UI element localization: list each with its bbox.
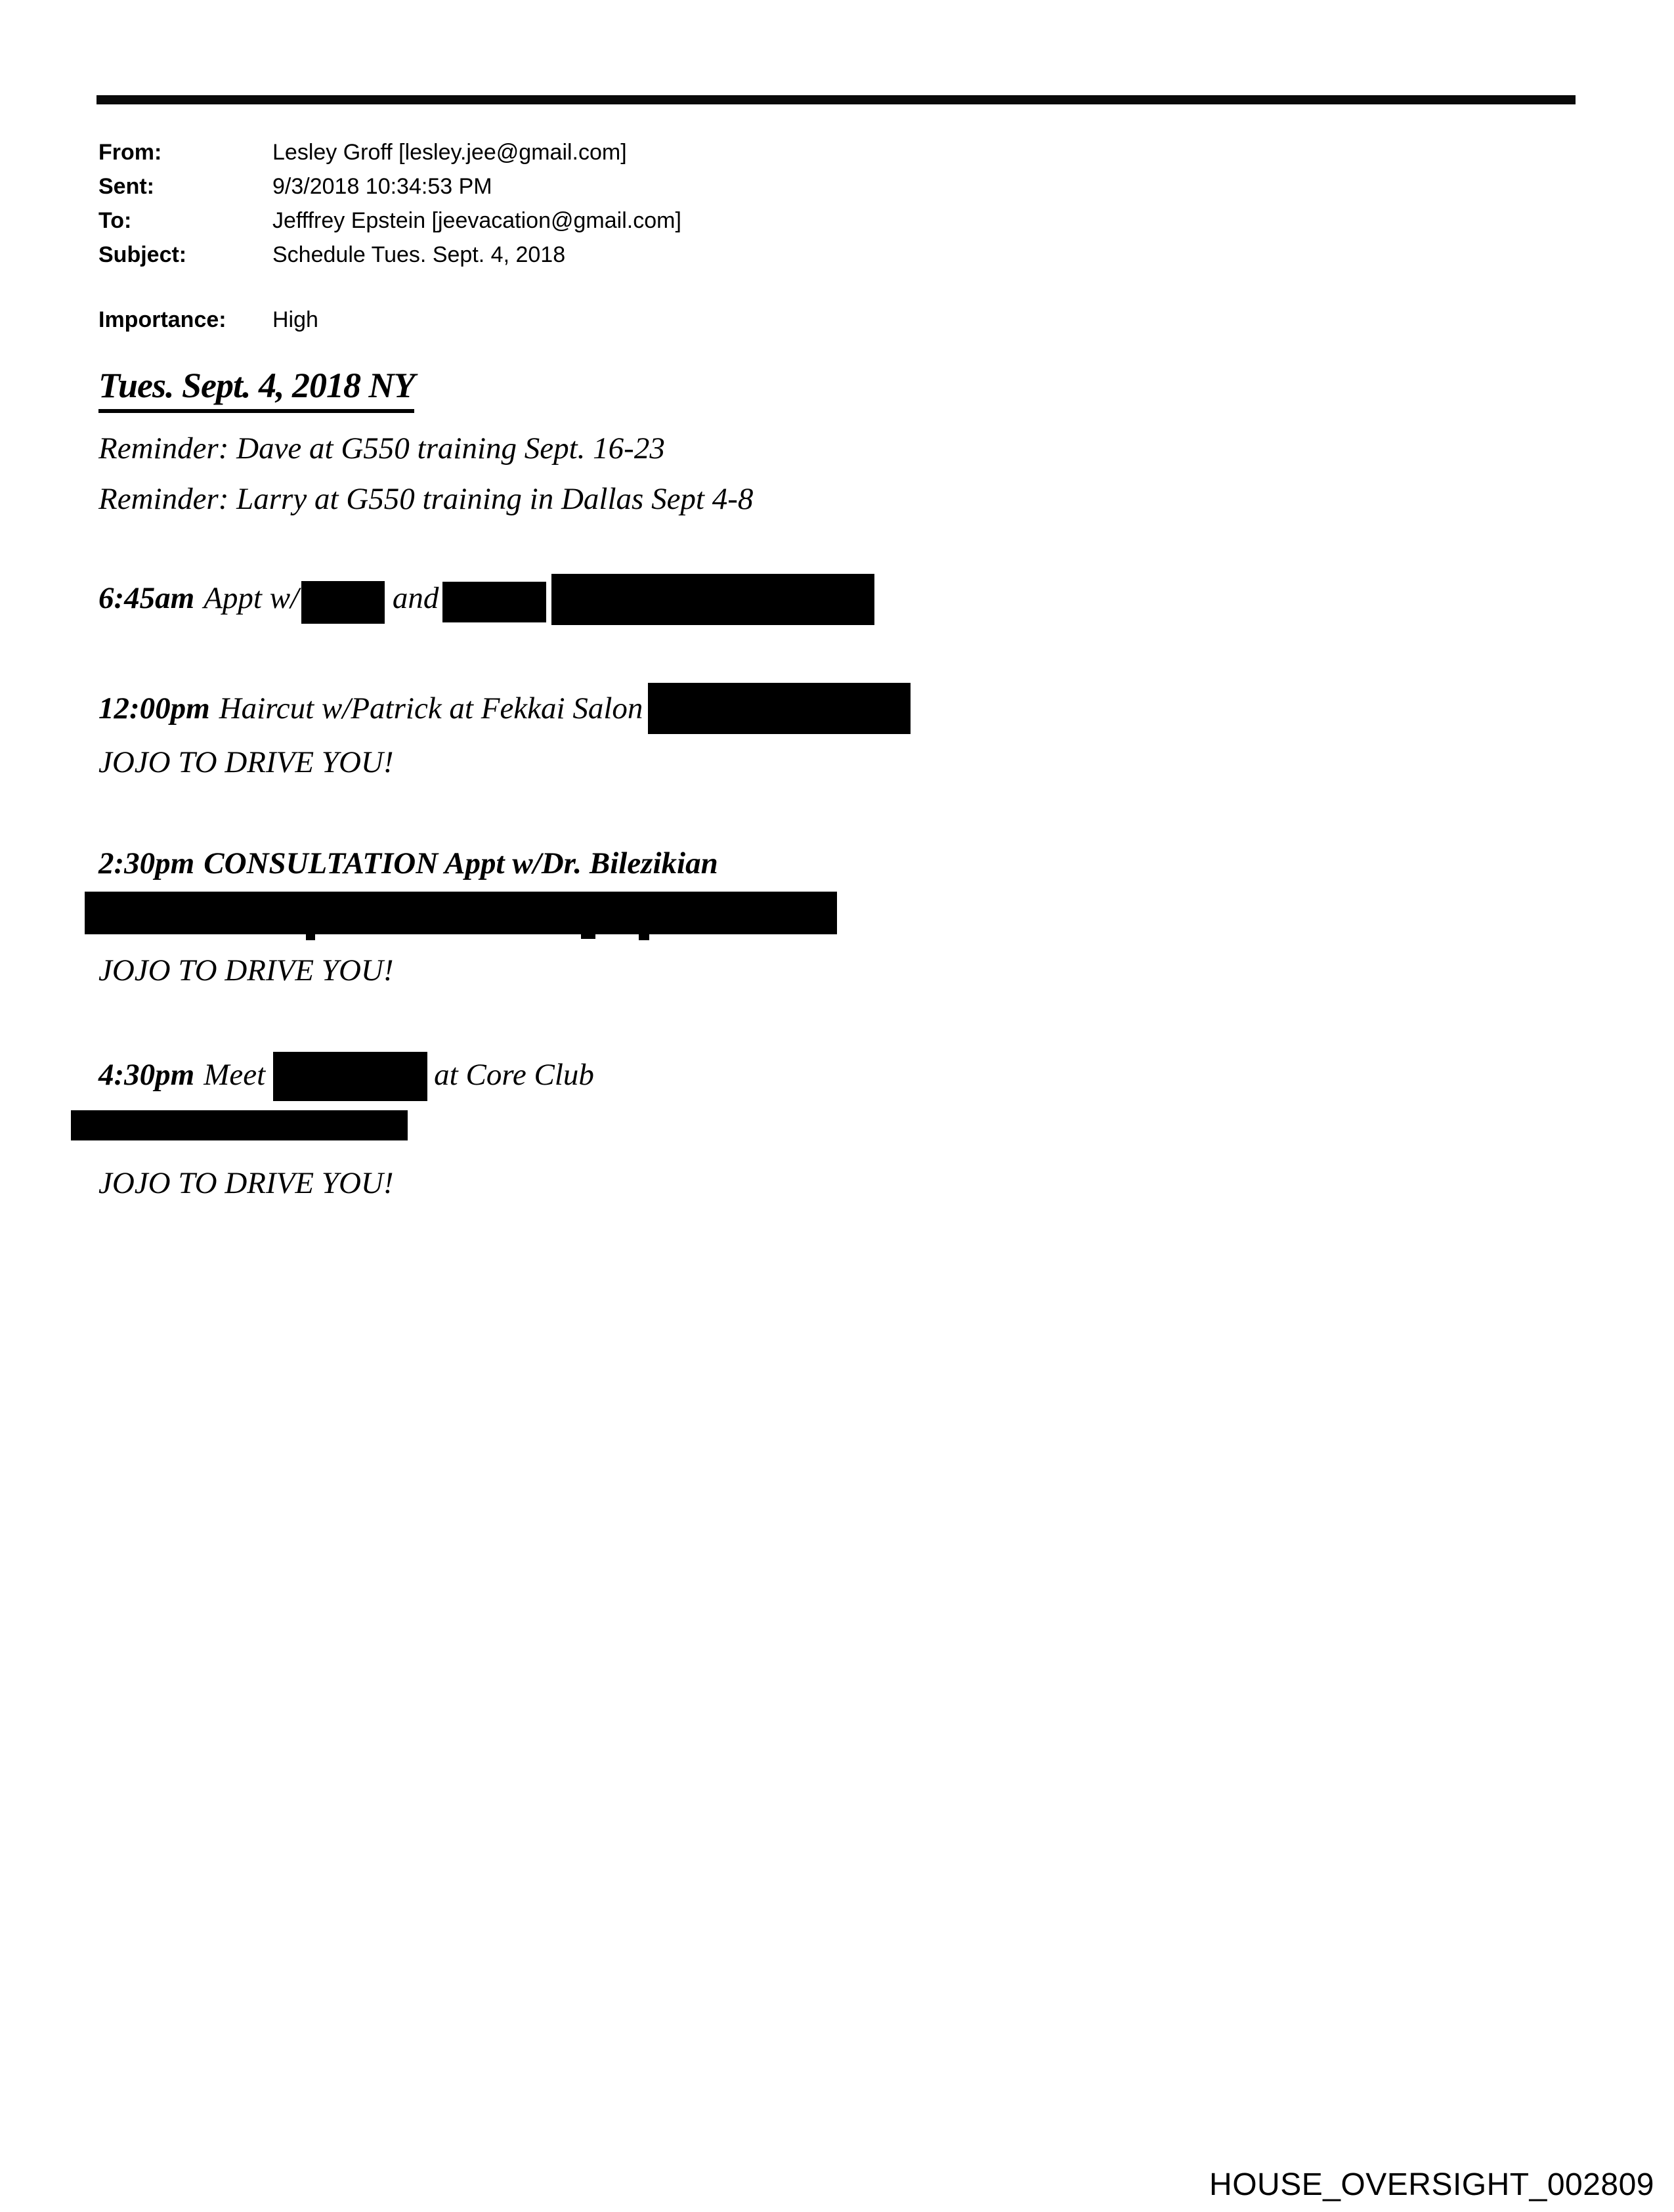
event-645am xyxy=(98,573,874,626)
header-row-to xyxy=(98,204,681,238)
redaction-bar xyxy=(85,892,837,934)
sent-label: Sent: xyxy=(98,174,154,199)
event-time: 12:00pm xyxy=(98,691,210,726)
from-label: From: xyxy=(98,140,162,165)
event-text: and xyxy=(392,581,439,615)
drive-note: JOJO TO DRIVE YOU! xyxy=(98,745,394,780)
subject-label: Subject: xyxy=(98,242,187,267)
redaction-descender-mark xyxy=(581,932,595,939)
event-1200pm xyxy=(98,683,911,788)
event-430pm xyxy=(98,1049,594,1209)
event-time: 4:30pm xyxy=(98,1058,195,1092)
email-header xyxy=(98,135,681,337)
event-line xyxy=(98,838,837,889)
event-text: Haircut w/Patrick at Fekkai Salon xyxy=(219,691,643,726)
subject-value: Schedule Tues. Sept. 4, 2018 xyxy=(272,242,566,267)
to-label: To: xyxy=(98,208,132,233)
drive-note: JOJO TO DRIVE YOU! xyxy=(98,953,394,987)
bates-number: HOUSE_OVERSIGHT_002809 xyxy=(1209,2167,1654,2202)
redaction-box xyxy=(648,683,911,734)
header-row-importance xyxy=(98,303,681,337)
importance-value: High xyxy=(272,307,318,332)
event-text: Meet xyxy=(204,1058,266,1092)
from-value: Lesley Groff [lesley.jee@gmail.com] xyxy=(272,140,627,165)
importance-label: Importance: xyxy=(98,307,226,332)
event-line xyxy=(98,1049,594,1102)
redaction-bar xyxy=(71,1110,408,1140)
header-row-from xyxy=(98,135,681,169)
redaction-box xyxy=(273,1052,427,1101)
header-row-subject xyxy=(98,238,681,272)
redaction-descender-mark xyxy=(306,931,315,940)
header-row-sent xyxy=(98,169,681,204)
reminder-line: Reminder: Larry at G550 training in Dallas Sept 4-8 xyxy=(98,482,754,516)
event-text: at Core Club xyxy=(434,1058,594,1092)
reminders xyxy=(98,423,753,525)
event-time: 6:45am xyxy=(98,581,195,615)
to-value: Jefffrey Epstein [jeevacation@gmail.com] xyxy=(272,208,681,233)
date-heading: Tues. Sept. 4, 2018 NY xyxy=(98,365,414,413)
event-line xyxy=(98,683,911,737)
event-time: 2:30pm xyxy=(98,846,195,880)
redaction-descender-mark xyxy=(639,931,649,940)
event-text: Appt w/ xyxy=(204,581,299,615)
redaction-box xyxy=(442,582,546,622)
sent-value: 9/3/2018 10:34:53 PM xyxy=(272,174,492,199)
separator-line xyxy=(97,95,1576,104)
redaction-box xyxy=(551,574,874,625)
event-text: CONSULTATION Appt w/Dr. Bilezikian xyxy=(204,846,718,880)
event-230pm xyxy=(98,838,837,996)
reminder-line: Reminder: Dave at G550 training Sept. 16-23 xyxy=(98,431,665,466)
drive-note: JOJO TO DRIVE YOU! xyxy=(98,1165,394,1200)
redaction-box xyxy=(301,581,385,624)
